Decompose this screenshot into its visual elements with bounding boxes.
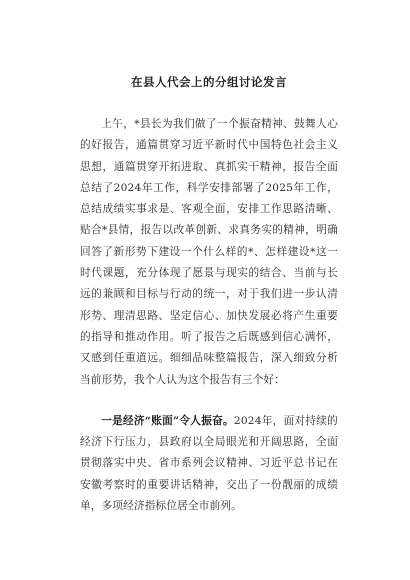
point-one-heading: 一是经济“账面”令人振奋。 (101, 414, 234, 427)
document-title: 在县人代会上的分组讨论发言 (131, 75, 287, 89)
point-one-paragraph (80, 411, 338, 517)
intro-paragraph-text: 上午，*县长为我们做了一个振奋精神、鼓舞人心的好报告，通篇贯穿习近平新时代中国特色社会主义思想，通篇贯穿开拓进取、真抓实干精神，报告全面总结了2024年工作，科学安排部署了2025年工作，总结成绩实事求是、客观全面，安排工作思路清晰、贴合*县情，报告以改革创新、求真务实的精神，明确回答了新形势下建设一个什么样的*、怎样建设*这一时代课题，充分体现了愿景与现实的结合、当前与长远的兼顾和目标与行动的统一，对于我们进一步认清形势、理清思路、坚定信心、加快发展必将产生重要的指导和推动作用。听了报告之后既感到信心满怀，又感到任重道远。细细品味整篇报告，深入细致分析当前形势，我个人认为这个报告有三个好： (80, 118, 338, 386)
point-one-text: 2024年，面对持续的经济下行压力，县政府以全局眼光和开阔思路，全面贯彻落实中央、省市系列会议精神、习近平总书记在安徽考察时的重要讲话精神，交出了一份靓丽的成绩单，多项经济指标位居全市前列。 (80, 414, 338, 513)
intro-paragraph (80, 114, 338, 391)
